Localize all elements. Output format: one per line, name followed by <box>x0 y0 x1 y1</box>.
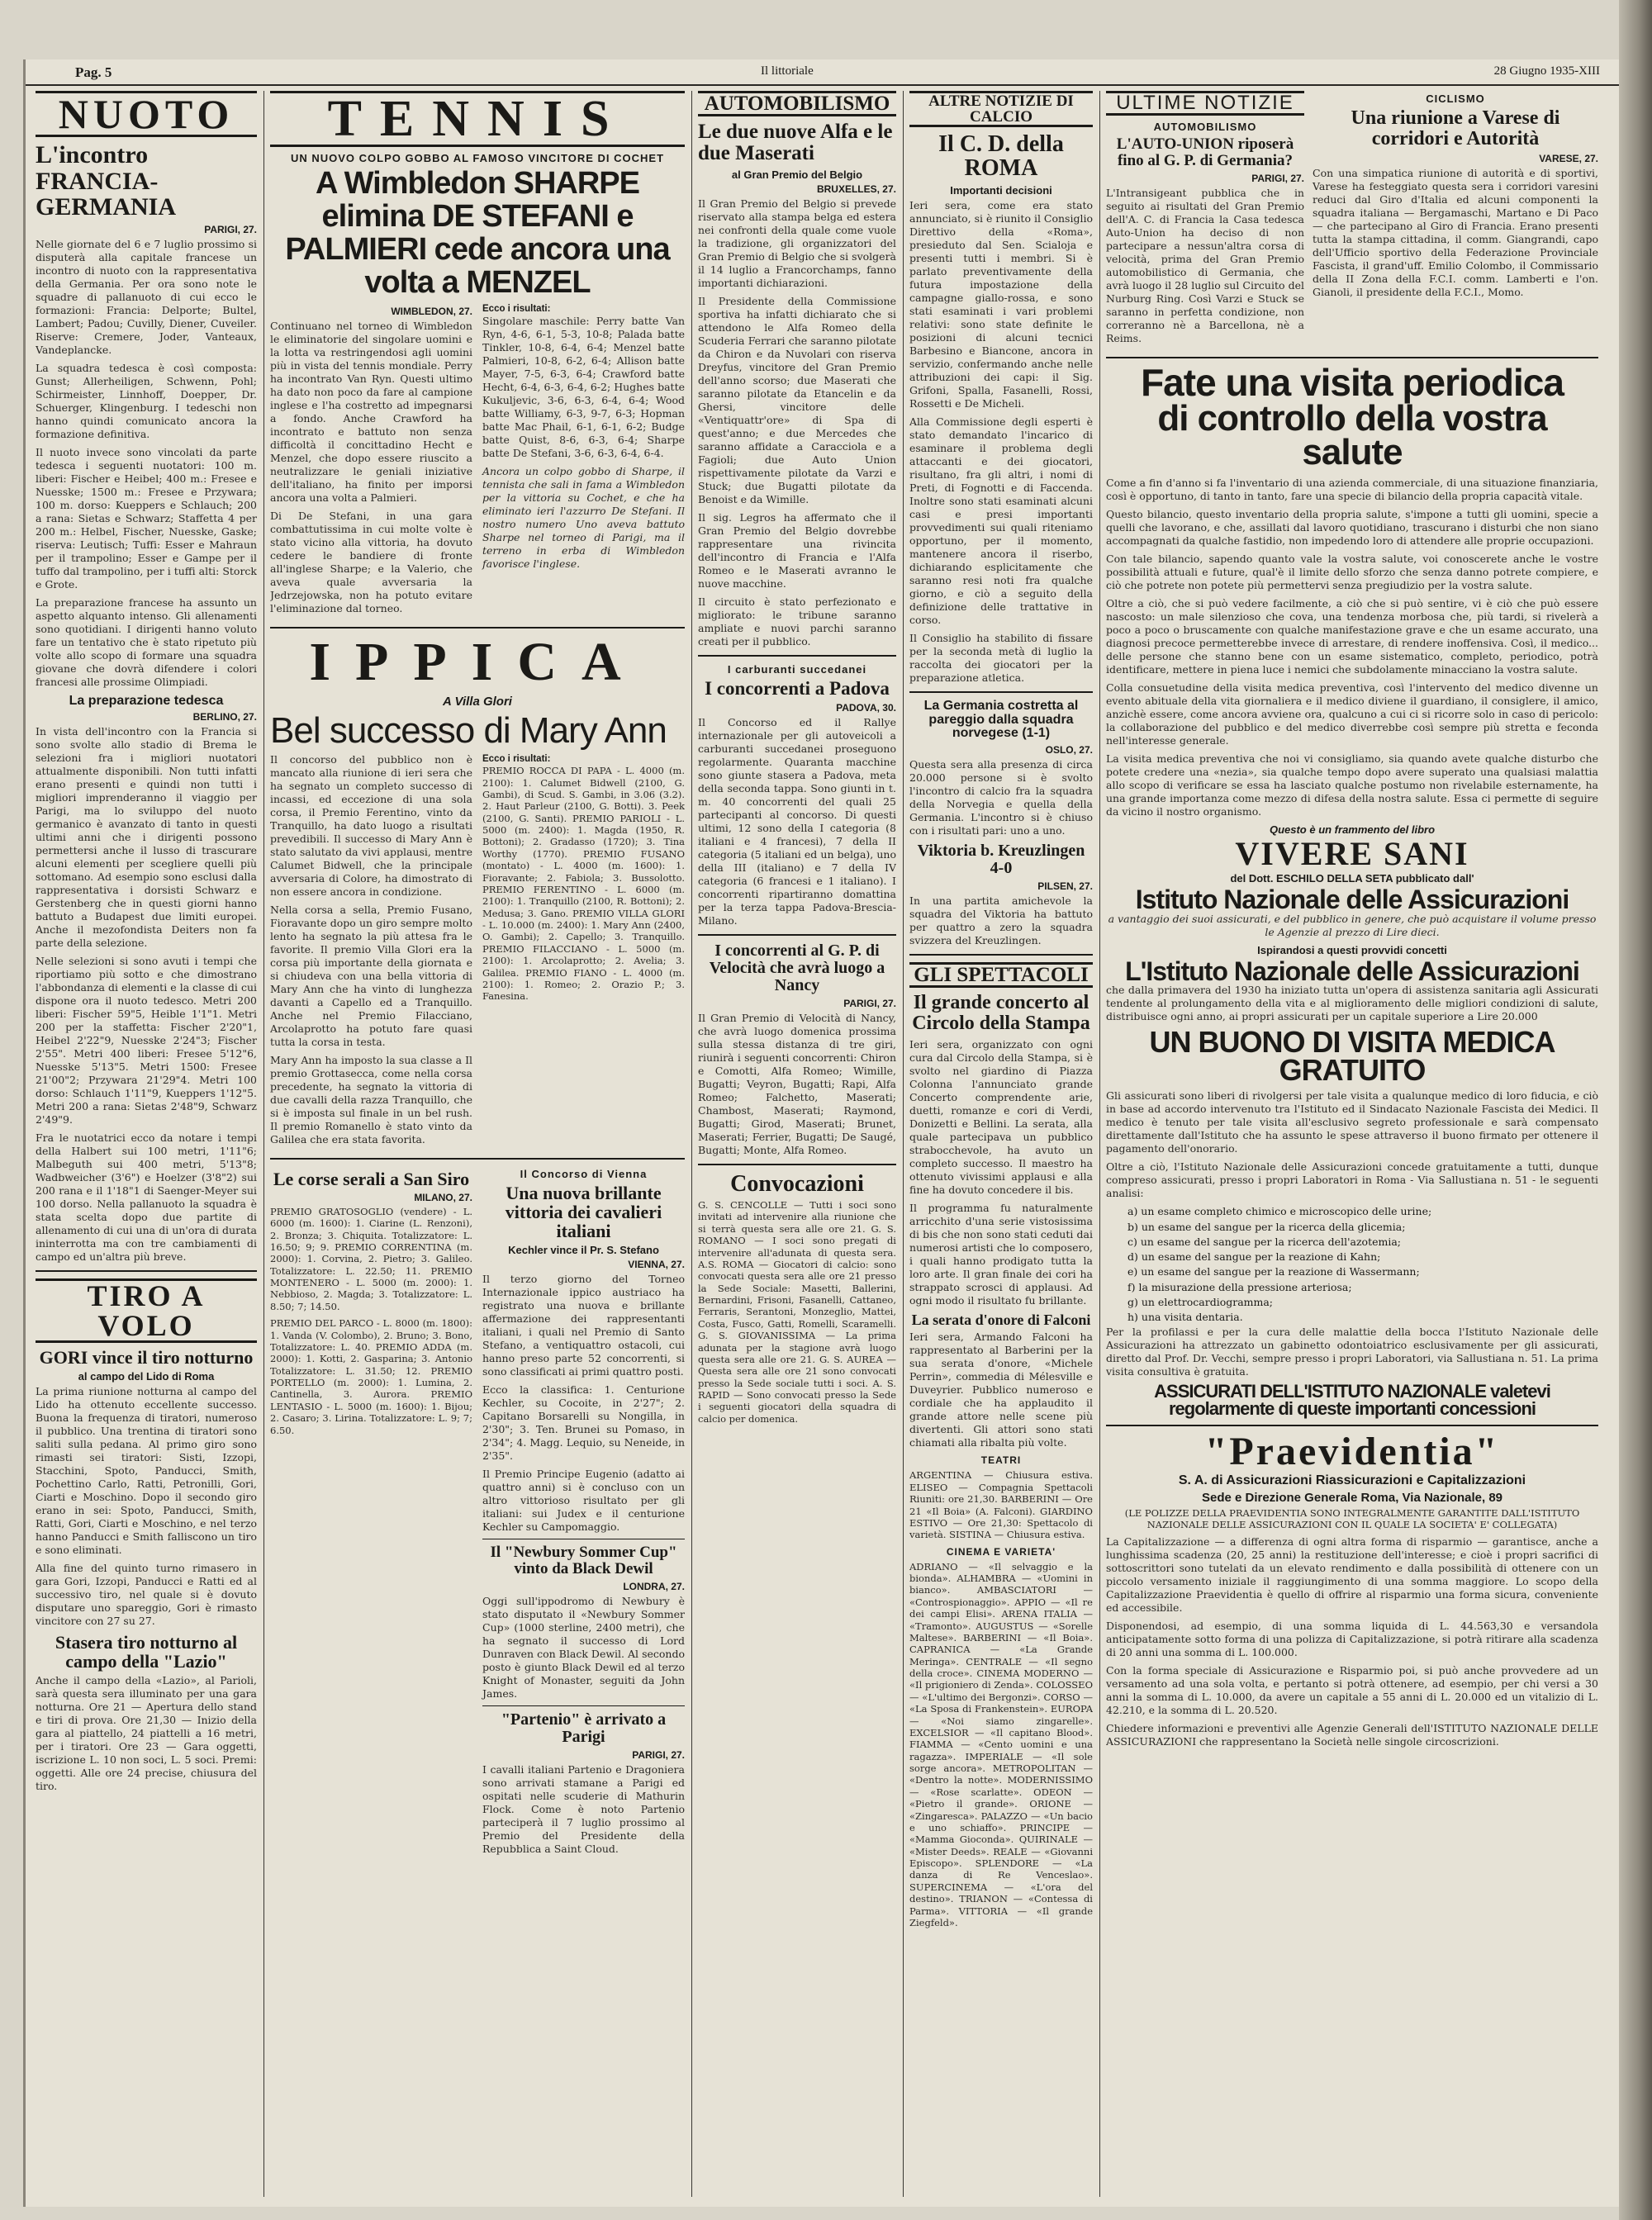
column-rule <box>691 91 692 2197</box>
article-text: Il Gran Premio di Velocità di Nancy, che avrà luogo domenica prossima sulla stessa distanza di tre giri, riunirà i seguenti concorrenti: Chiron e Comotti, Alfa Romeo; Wimille, Bugatti; Veyron, Bugatti; Rapi, Alfa Romeo; Falchetto, Maserati; Chambost, Maserati; Raymond, Bugatti; Girod, Maserati; Brunet, Maserati; Ferrier, Bugatti; De Saugé, Bugatti; Monte, Alfa Romeo. <box>698 1011 896 1156</box>
article-text: Alla fine del quinto turno rimasero in gara Gori, Izzopi, Panducci e Ratti ed al successivo tiro, nel quale si è dovuto disputare uno spareggio, Gori è rimasto vincitore con 27 su 27. <box>36 1561 257 1627</box>
advert-text: Come a fin d'anno si fa l'inventario di una azienda commerciale, di una situazione finanziaria, così è opportuno, di tanto in tanto, fare una specie di bilancio della propria capacità vitale. <box>1106 477 1598 503</box>
results-text: Singolare maschile: Perry batte Van Ryn, 4-6, 6-1, 5-3, 10-8; Palada batte Tinkler, 10-8, 6-4, 6-4; Menzel batte Palmieri, 10-8, 6-2, 6-4; Allison batte Mayer, 7-5, 6-3, 6-4; Crawford batte Hecht, 6-4, 6-3, 6-4, 6-2; Hughes batte Kukuljevic, 3-6, 6-3, 6-4, 6-4; Wood batte Williamy, 6-3, 9-7, 6-3; Hopman batte Mac Phail, 6-1, 6-1, 6-2; Budge batte Quist, 8-6, 6-3, 6-4; Sharpe batte De Stefani, 3-6, 6-3, 6-4, 6-4. <box>482 314 685 459</box>
article-text: Con una simpatica riunione di autorità e di sportivi, Varese ha festeggiato questa sera i corridori varesini reduci dal Giro d'Italia ed alcuni componenti la squadra italiana — Bergamaschi, Martano e Di Paco — che partecipano al Giro di Francia. Erano presenti tutta la stampa cittadina, il comm. Giangrandi, capo dell'Ufficio sportivo della Federazione Provinciale Fascista, il grand'uff. Emilio Colombo, il Commissario della II Zona della F.C.I. comm. Lamberti e l'on. Gianoli, il presidente della F.C.I., Momo. <box>1313 167 1598 299</box>
dateline: MILANO, 27. <box>414 1191 472 1203</box>
section-banner-spettacoli: GLI SPETTACOLI <box>909 962 1093 988</box>
headline-falconi: La serata d'onore di Falconi <box>911 1311 1091 1328</box>
advert-text: Disponendosi, ad esempio, di una somma liquida di L. 44.563,30 e versandola anticipatamente sotto forma di una polizza di Capitalizzazione, si potrà ritirare alla scadenza di 20 anni una somma di L. 100.000. <box>1106 1620 1598 1659</box>
book-title: VIVERE SANI <box>1235 835 1469 873</box>
headline-germania: La Germania costretta al pareggio dalla squadra norvegese (1-1) <box>923 698 1079 741</box>
column-ultime-advert <box>1106 91 1598 2197</box>
list-item: g) un elettrocardiogramma; <box>1127 1295 1274 1308</box>
article-text: Ieri sera, come era stato annunciato, si è riunito il Consiglio Direttivo della «Roma», presieduto dal Sen. Scialoja e presenti tutti i membri. Si è parlato preventivamente della futura impostazione della campagne giallo-rossa, e sono stati esaminati i vari problemi relativi: sono state definite le posizioni di alcuni tecnici Barbesino e Biancone, ancora in servizio, confermando anche nelle attribuzioni dei capi: il Sig. Grifoni, Spalla, Fasanelli, Rossi, Rossetti e De Micheli. <box>909 198 1093 410</box>
list-item: a) un esame completo chimico e microscopico delle urine; <box>1127 1205 1432 1218</box>
dateline: VARESE, 27. <box>1539 153 1598 165</box>
subheadline: al Gran Premio del Belgio <box>731 168 863 181</box>
list-item: e) un esame del sangue per la reazione di Wassermann; <box>1127 1265 1420 1278</box>
advert-text: che dalla primavera del 1930 ha iniziato tutta un'opera di assistenza sanitaria agli Assicurati tendente al prolungamento della vita e al miglioramento delle migliori condizioni di salute, distribuisce ogni anno, ai propri assicurati per un capitale superiore a Lire 20.000 <box>1106 983 1598 1022</box>
results-text: PREMIO ROCCA DI PAPA - L. 4000 (m. 2100): 1. Calumet Bidwell (2100, G. Gambi), di Scud. S. Gambi, in 3.06 (3.2). 2. Haut Parleur (2100, G. Botti). 3. Peek (2100, G. Santi). PREMIO PARIOLI - L. 5000 (m. 2400): 1. Magda (1950, R. Bottoni); 2. Gradasso (1720); 3. Tina Worthy (1770). PREMIO FUSANO (montato) - L. 4000 (m. 1600): 1. Fioravante; 2. Fabiola; 3. Bussolotto. PREMIO FERENTINO - L. 6000 (m. 2100): 1. Tranquillo (2100, R. Bottoni); 2. Medusa; 3. Gano. PREMIO VILLA GLORI - L. 10.000 (m. 2400): 1. Mary Ann (2400, O. Gambi); 2. Capello; 3. Tranquillo. PREMIO FILACCIANO - L. 5000 (m. 2100): 1. Arcolaprotto; 2. Avelia; 3. Galilea. PREMIO FIANO - L. 4000 (m. 2100): 1. Romeo; 2. Orazio P.; 3. Fanesina. <box>482 765 685 1003</box>
headline-partenio: "Partenio" è arrivato a Parigi <box>501 1710 667 1746</box>
listing-text: ARGENTINA — Chiusura estiva. ELISEO — Compagnia Spettacoli Riuniti: ore 21,30. BARBERINI — Ore 21 «Il Boia» (A. Falconi). GIARDINO ESTIVO — Ore 21,30: Spettacolo di varietà. SISTINA — Chiusura estiva. <box>909 1469 1093 1541</box>
headline-autounion: L'AUTO-UNION riposerà fino al G. P. di Germania? <box>1116 135 1294 169</box>
issue-date: 28 Giugno 1935-XIII <box>1493 64 1600 78</box>
advert-voucher-title: UN BUONO DI VISITA MEDICA GRATUITO <box>1149 1024 1555 1088</box>
subheadline: Importanti decisioni <box>950 183 1052 197</box>
headline-auto: Le due nuove Alfa e le due Maserati <box>698 121 893 165</box>
article-text: Ancora un colpo gobbo di Sharpe, il tennista che sali in fama a Wimbledon per la vittoria su Cochet, e che ha eliminato ieri l'azzurro De Stefani. Il nostro numero Uno aveva battuto Sharpe nel torneo di Parigi, ma il terreno in erba di Wimbledon favorisce l'inglese. <box>482 464 685 570</box>
praevidentia-title: "Praevidentia" <box>1204 1430 1500 1474</box>
article-text: Il Presidente della Commissione sportiva ha infatti dichiarato che si attendono le Alfa Romeo della Scuderia Ferrari che saranno pilotate da Chiron e da Nuvolari con riserva Dreyfus, vincitore del Gran Premio dell'anno scorso; due Maserati che saranno pilotate da Etancelin e da Ghersi, vincitore delle «Ventiquattr'ore» di Spa di quest'anno; e due Mercedes che saranno affidate a Caracciola e a Fagioli; due Auto Union rispettivamente pilotate da Varzi e Stuck; due Bugatti pilotate da Benoist e da Wimille. <box>698 294 896 505</box>
article-text: L'Intransigeant pubblica che in seguito ai risultati del Gran Premio dell'A. C. di Francia la Casa tedesca Auto-Union ha deciso di non partecipare a nessun'altra corsa di velocità, prima del Gran Premio automobilistico di Germania, che avrà luogo il 28 luglio sul Circuito del Nurburg Ring. Così Varzi e Stuck se saranno in perfetta condizione, non correranno nè a Barcellona, nè a Reims. <box>1106 186 1304 344</box>
institute-name: Istituto Nazionale delle Assicurazioni <box>1135 885 1569 915</box>
advert-text: Con tale bilancio, sapendo quanto vale la vostra salute, voi conoscerete anche le vostre possibilità attuali e future, qual'è il limite dello sforzo che senza danno potrete compiere, e ciò che potrete non potete più permettervi senza pregiudizio per la vostra salute. <box>1106 553 1598 592</box>
results-heading: Ecco i risultati: <box>482 753 551 764</box>
article-text: Anche il campo della «Lazio», al Parioli, sarà questa sera illuminato per una gara notturna. Ore 21 — Apertura dello stand e tiri di prova. Ore 21,30 — Inizio della gara al piattello, 24 piattelli a 16 metri, per i tiratori. Ore 23 — Gara oggetti, iscrizione L. 10 non soci, L. 5 soci. Premi: oggetti. Alle ore 24 precise, chiusura del tiro. <box>36 1673 257 1792</box>
advert-text: Per la profilassi e per la cura delle malattie della bocca l'Istituto Nazionale delle Assicurazioni ha attrezzato un gabinetto odontoiatrico esclusivamente per gli assicurati, diretto dal Prof. Dr. Vecchi, sempre presso i propri Laboratori, via Sallustiana n. 51. La prima visita consultiva è gratuita. <box>1106 1326 1598 1378</box>
subheadline: La preparazione tedesca <box>69 693 224 708</box>
dateline: PARIGI, 27. <box>1251 172 1304 184</box>
article-text: Il terzo giorno del Torneo Internazionale ippico austriaco ha registrato una nuova e brillante affermazione dei rappresentanti italiani, i quali nel Premio di Santo Stefano, a ventiquattro ostacoli, cui hanno preso parte 52 concorrenti, si sono classificati ai primi quattro posti. <box>482 1273 685 1378</box>
headline-nuoto: L'incontro FRANCIA-GERMANIA <box>36 141 176 221</box>
teatri-heading: TEATRI <box>980 1454 1022 1467</box>
article-text: Il nuoto invece sono vincolati da parte tedesca i seguenti nuotatori: 100 m. liberi: Fischer e Heibel; 400 m.: Fresee e Nuesske; 1500 m.: Fresee e Przywara; 100 m. dorso: Kueppers e Schlauch; 200 a rana: Sietas e Schwarz; Staffetta 4 per 200 m.: Helbel, Fischer, Nuesske, Gaske; riserva: Leutisch; Tuffi: Esser e Mahraun per il trampolino; Esser e Gampe per il tuffo dal trampolino, per i tuffi alti: Storck e Grote. <box>36 445 257 591</box>
article-text: Nelle giornate del 6 e 7 luglio prossimo si disputerà alla capitale francese un incontro di nuoto con la rappresentativa della Germania. Per ora sono note le squadre di pallanuoto di cui ecco le formazioni: Francia: Delporte; Bultel, Lambert; Padou; Cuvilly, Diener, Cuveiler. Riserve: Cremere, Joder, Vanteaux, Vandeplancke. <box>36 237 257 356</box>
kicker: AUTOMOBILISMO <box>1153 121 1257 133</box>
headline-tennis: A Wimbledon SHARPE elimina DE STEFANI e PALMIERI cede ancora una volta a MENZEL <box>285 166 670 300</box>
article-text: Questa sera alla presenza di circa 20.000 persone si è svolto l'incontro di calcio fra la squadra della Norvegia e quella della Germania. L'incontro si è chiuso con i risultati pari: uno a uno. <box>909 758 1093 837</box>
binding-spine <box>1619 0 1652 2220</box>
headline-viktoria: Viktoria b. Kreuzlingen 4-0 <box>917 842 1085 878</box>
column-automobilismo <box>698 91 896 2197</box>
headline-vienna: Una nuova brillante vittoria dei cavalieri italiani <box>505 1182 662 1241</box>
advert-subheading: ASSICURATI DELL'ISTITUTO NAZIONALE valetevi regolarmente di queste importanti concessioni <box>1154 1381 1550 1420</box>
advert-text: a vantaggio dei suoi assicurati, e del pubblico in genere, che può acquistare il volume presso le Agenzie al prezzo di Lire dieci. <box>1108 912 1597 938</box>
article-text: PREMIO GRATOSOGLIO (vendere) - L. 6000 (m. 1600): 1. Ciarine (L. Renzoni), 2. Bronza; 3. Chiquita. Totalizzatore: L. 16.50; 9; 9. PREMIO CORRENTINA (m. 2000): 1. Corvina, 2. Pietro; 3. Galileo. Totalizzatore: L. 22.50; 11. PREMIO MONTENERO - L. 5000 (m. 2000): 1. Nebbioso, 2. Magda; 3. Totalizzatore: L. 8.50; 7; 14.50. <box>270 1205 472 1312</box>
article-text: PREMIO DEL PARCO - L. 8000 (m. 1800): 1. Vanda (V. Colombo), 2. Bruno; 3. Bono, Totalizzatore: L. 40. PREMIO ADDA (m. 2000): 1. Kotti, 2. Gasparina; 3. Antonio Totalizzatore: L. 31.50; 12. PREMIO PORTELLO (m. 2000): 1. Lumina, 2. Cantinella, 3. Aurora. PREMIO LENTASIO - L. 5000 (m. 1600): 1. Bijou; 2. Casaro; 3. Lirina. Totalizzatore: L. 9; 7; 6.50. <box>270 1317 472 1436</box>
dateline: PARIGI, 27. <box>204 223 257 235</box>
article-text: G. S. CENCOLLE — Tutti i soci sono invitati ad intervenire alla riunione che si terrà questa sera alle ore 21. G. S. ROMANO — I soci sono pregati di intervenire all'adunata di questa sera. A.S. ROMA — Giocatori di calcio: sono convocati questa sera alle ore 21 presso la Sede Sociale: Masetti, Ballerini, Bernardini, Frisoni, Fasanelli, Cattaneo, Ferraris, Serantoni, Monzeglio, Mattei, Costa, Fusco, Gatti, Romelli, Scaramelli. G. S. GIOVANISSIMA — La prima adunata per la stagione avrà luogo questa sera alle ore 21. G. S. AUREA — Questa sera alle ore 21 sono convocati presso la Sede sociale tutti i soci. A. S. RAPID — Sono convocati presso la Sede i seguenti giocatori della squadra di calcio per domenica. <box>698 1199 896 1425</box>
article-text: La prima riunione notturna al campo del Lido ha ottenuto eccellente successo. Buona la frequenza di tiratori, numeroso il pubblico. Una trentina di tiratori sono saliti sulla pedana. Al primo giro sono rimasti sei tiratori: Sisti, Izzopi, Stacchini, Spoto, Panducci, Smith, Pochettino Carlo, Ratti, Petronilli, Gori, Ciarti e Moschino. Dopo il secondo giro erano in sei: Spoto, Panducci, Smith, Ratti, Gori, Ciarti e Moschino, e nel terzo hanno Panducci e Smith falliscono un tiro e sono eliminati. <box>36 1384 257 1556</box>
analisi-list <box>1106 1205 1598 1324</box>
dateline: PADOVA, 30. <box>836 701 896 714</box>
results-heading: Ecco i risultati: <box>482 303 551 314</box>
advert-text: La visita medica preventiva che noi vi consigliamo, sia quando avete qualche disturbo che potete credere una «nezia», sia qualche tempo dopo avere superato una qualsiasi malattia allo scopo di verificare se essa ha lasciato qualche postumo non rivelabile esternamente, ha una grande importanza come mezzo di difesa della nostra salute. Essa ci permette di seguire da vicino il nostro organismo. <box>1106 752 1598 818</box>
list-item: d) un esame del sangue per la reazione di Kahn; <box>1127 1250 1381 1264</box>
advert-title: Fate una visita periodica <box>1141 360 1564 404</box>
section-banner-nuoto: NUOTO <box>36 91 257 137</box>
article-text: Fra le nuotatrici ecco da notare i tempi della Halbert sui 100 metri, 1'11"6; Malbeguth sui 400 metri, 5'13"8; Wadbweicher (3'6") e Hoelzer (3'8"2) sui 200 rana e il 1'18"1 di Saenger-Meyer sui 100 dorso. Nella pallanuoto la squadra è stata scelta dopo due partite di allenamento di cui una di un'ora di durata ininterrotta ma con tre cambiamenti di campo ed un'altra più breve. <box>36 1131 257 1263</box>
kicker: I carburanti succedanei <box>727 662 867 676</box>
kicker: UN NUOVO COLPO GOBBO AL FAMOSO VINCITORE DI COCHET <box>290 152 665 164</box>
newspaper-name: Il littoriale <box>761 64 814 78</box>
article-text: Il Concorso ed il Rallye internazionale per gli autoveicoli a carburanti succedanei proseguono regolarmente. Quaranta macchine sono giunte stasera a Padova, meta della seconda tappa. Sono giunti in t. m. 40 concorrenti del quali 25 partecipanti al concorso. Di questi ultimi, 12 sono della I categoria (8 italiani e 4 francesi), 7 della II categoria (5 italiani ed un belga), uno della III (italiano) e 7 della IV categoria (6 francesi e 1 italiano). I concorrenti ripartiranno domattina per la terza tappa Padova-Brescia-Milano. <box>698 715 896 927</box>
headline-stasera: Stasera tiro notturno al campo della "Lazio" <box>55 1631 238 1672</box>
article-text: Il sig. Legros ha affermato che il Gran Premio del Belgio dovrebbe rappresentare una rivincita dell'incontro di Francia e l'Alfa Romeo e le Maserati avranno le nuove macchine. <box>698 510 896 590</box>
article-text: Oggi sull'ippodromo di Newbury è stato disputato il «Newbury Sommer Cup» (1000 sterline, 2400 metri), che ha segnato il successo di Lord Dunraven con Black Dewil. Al secondo posto è giunto Black Dewil ed al terzo Knight of Monaster, seguiti da John James. <box>482 1594 685 1700</box>
article-text: Ieri sera, Armando Falconi ha rappresentato al Barberini per la sua serata d'onore, «Michele Perrin», commedia di Mélesville e Duveyrier. Pubblico numeroso e cordiale che ha applaudito il grande attore nelle scene più divertenti. Gli attori sono stati chiamati alla ribalta più volte. <box>909 1331 1093 1449</box>
page-header-bar <box>26 59 1633 86</box>
article-text: La preparazione francese ha assunto un aspetto alquanto intenso. Gli allenamenti sono quotidiani. I dirigenti hanno voluto fare un tentativo che è stato ripetuto più volte allo scopo di formare una squadra giovane che dovrà difendere i colori francesi alle prossime Olimpiadi. <box>36 595 257 688</box>
column-nuoto-tiro <box>36 91 257 2197</box>
column-tennis-ippica <box>270 91 685 2197</box>
headline-concerto: Il grande concerto al Circolo della Stampa <box>912 992 1090 1035</box>
column-calcio-spettacoli <box>909 91 1093 2197</box>
section-banner-ippica: IPPICA <box>309 631 646 692</box>
list-item: b) un esame del sangue per la ricerca della glicemia; <box>1127 1220 1406 1233</box>
headline-carburanti: I concorrenti a Padova <box>705 677 890 699</box>
institute-name: L'Istituto Nazionale delle Assicurazioni <box>1125 956 1579 986</box>
advert-text: Con la forma speciale di Assicurazione e Risparmio poi, si può anche provvedere ad un versamento ad una sola volta, e pertanto si potrà ottenere, ad esempio, per chi versi a 30 anni la somma di L. 10.000, da avere un capitale a 55 anni di L. 20.000 ed un vitalizio di L. 42.210, e la somma di L. 20.520. <box>1106 1664 1598 1717</box>
article-text: Il circuito è stato perfezionato e migliorato: le tribune saranno ampliate e nuovi parchi saranno creati per il pubblico. <box>698 595 896 648</box>
book-author: del Dott. ESCHILO DELLA SETA pubblicato dall' <box>1230 872 1474 885</box>
section-banner-ultime: ULTIME NOTIZIE <box>1106 91 1304 116</box>
kicker: CICLISMO <box>1426 92 1485 105</box>
dateline: LONDRA, 27. <box>623 1580 685 1592</box>
subheadline: Kechler vince il Pr. S. Stefano <box>508 1244 659 1257</box>
advert-text: Chiedere informazioni e preventivi alle Agenzie Generali dell'ISTITUTO NAZIONALE DELLE ASSICURAZIONI che rappresentano la Società nelle singole circoscrizioni. <box>1106 1722 1598 1748</box>
page-number: Pag. 5 <box>75 64 112 80</box>
section-banner-calcio: ALTRE NOTIZIE DI CALCIO <box>909 91 1093 127</box>
headline-nancy: I concorrenti al G. P. di Velocità che avrà luogo a Nancy <box>709 941 885 994</box>
dateline: PARIGI, 27. <box>843 997 896 1009</box>
article-text: Il concorso del pubblico non è mancato alla riunione di ieri sera che ha segnato un completo successo di incassi, ed eccezione di una sola corsa, il Premio Ferentino, vinto da Tranquillo, ha dato luogo a risultati prevedibili. Il successo di Mary Ann è stato salutato da vivi applausi, mentre Calumet Bidwell, che la principale avversaria di Colore, ha dimostrato di non essere ancora in condizione. <box>270 752 472 898</box>
article-text: Mary Ann ha imposto la sua classe a Il premio Grottasecca, come nella corsa precedente, ha segnato la vittoria di due cavalli della razza Tranquillo, che si è imposta sul finale in un bel rush. Il premio Romanello è stato vinto da Galilea che era stata favorita. <box>270 1053 472 1146</box>
dateline: PARIGI, 27. <box>632 1748 685 1761</box>
advert-title: di controllo della vostra salute <box>1157 397 1547 473</box>
article-text: Ecco la classifica: 1. Centurione Kechler, su Cocoite, in 2'27"; 2. Capitano Borsarelli su Nongilla, in 2'30"; 3. Ten. Brunei su Pomaso, in 2'34"; 4. Magg. Lequio, su Neneide, in 2'35". <box>482 1383 685 1463</box>
list-item: f) la misurazione della pressione arteriosa; <box>1127 1280 1352 1293</box>
subheadline: al campo del Lido di Roma <box>78 1369 215 1383</box>
dateline: BRUXELLES, 27. <box>816 183 896 195</box>
headline-varese: Una riunione a Varese di corridori e Autorità <box>1351 107 1560 150</box>
advert-text: Oltre a ciò, l'Istituto Nazionale delle Assicurazioni concede gratuitamente a tutti, dunque compreso assicurati, presso i propri Laboratori in Roma - Via Sallustiana n. 51 - le seguenti analisi: <box>1106 1160 1598 1200</box>
article-text: Il Premio Principe Eugenio (adatto ai quattro anni) si è concluso con un altro vittorioso risultato per gli italiani: sui Judex e il centurione Kechler su Campomaggio. <box>482 1468 685 1534</box>
book-note: Questo è un frammento del libro <box>1269 823 1436 837</box>
column-rule <box>903 91 904 2197</box>
column-rule <box>1099 91 1100 2197</box>
advert-text: La Capitalizzazione — a differenza di ogni altra forma di risparmio — garantisce, anche a lunghissima scadenza (20, 25 anni) la restituzione dell'interesse; e cioè i propri sacrifici di sottoscrittori sono tutelati da un elevato rendimento e dalla possibilità di ottenere con un piccolo versamento iniziale il raggiungimento di una somma maggiore. Lo scopo della Capitalizzazione Praevidentia è quello di offrire al risparmio una forma sicura, conveniente ed accessibile. <box>1106 1535 1598 1615</box>
list-item: c) un esame del sangue per la ricerca dell'azotemia; <box>1127 1235 1401 1248</box>
article-text: Nelle selezioni si sono avuti i tempi che riportiamo più sotto e che dimostrano l'abbondanza di elementi e la classe di cui dispone ora il nuoto tedesco. Metri 200 liberi: Fischer 59"5, Heible 1'1"1. Metri 200 per la staffetta: Fischer 2'20"1, Heibel 2'22"9, Nuesske 2'24"3; Fischer 2'55". Metri 400 liberi: Fresee 5'12"6, Nuesske 5'13"5. Metri 1500: Fresee 21'00"2; Przywara 21'29"4. Metri 100 dorso: Schlauch 1'11"9, Kueppers 1'12"5. Metri 200 a rana: Sietas 2'48"9, Schwarz 2'49"9. <box>36 954 257 1126</box>
advert-text: Gli assicurati sono liberi di rivolgersi per tale visita a qualunque medico di loro fiducia, e ciò in base ad accordo intervenuto tra l'Istituto ed il Sindacato Nazionale Fascista dei Medici. Il medico è tenuto per tale visita all'esclusivo segreto professionale e sarà compensato direttamente dall'Istituto che ha assunto le spese attraverso il buono firmato per ottenere il pagamento dell'onorario. <box>1106 1089 1598 1155</box>
headline-sansiro: Le corse serali a San Siro <box>273 1168 470 1189</box>
headline-tiro: GORI vince il tiro notturno <box>39 1346 254 1368</box>
subheadline: A Villa Glori <box>443 694 512 709</box>
article-text: Il Consiglio ha stabilito di fissare per la seconda metà di luglio la raccolta dei giocatori per la preparazione atletica. <box>909 631 1093 684</box>
kicker: Il Concorso di Vienna <box>520 1167 648 1180</box>
dateline: WIMBLEDON, 27. <box>391 305 472 317</box>
praevidentia-subtitle: S. A. di Assicurazioni Riassicurazioni e Capitalizzazioni <box>1178 1473 1526 1487</box>
advert-text: Colla consuetudine della visita medica preventiva, così l'intervento del medico divenne un evento abituale della vita giornaliera e il medico diviene il guardiano, il consiglere, il amico, anzichè essere, come ancora avviene ora, qualcuno a cui ci si ricorre solo in caso di pericolo: la collaborazione del pubblico e del medico diverrebbe così sempre più stretta e feconda nell'interesse generale. <box>1106 681 1598 747</box>
article-text: In una partita amichevole la squadra del Viktoria ha battuto per quattro a zero la squadra svizzera del Kreuzlingen. <box>909 894 1093 947</box>
section-banner-tiro: TIRO A VOLO <box>36 1278 257 1343</box>
article-text: Di De Stefani, in una gara combattutissima in cui molte volte è stato vicino alla vittoria, ha dovuto cedere le bandiere di fronte all'inglese Sharpe; e la Valerio, che aveva quale avversaria la Jedrzejowska, non ha potuto evitare l'eliminazione dal torneo. <box>270 509 472 614</box>
list-item: h) una visita dentaria. <box>1127 1311 1243 1324</box>
article-text: Continuano nel torneo di Wimbledon le eliminatorie del singolare uomini e la lotta va restringendosi agli uomini più in vista del tennis mondiale. Perry ha incontrato Van Ryn. Questi ultimo ha dato non poco da fare al campione inglese e l'ha costretto ad impegnarsi a fondo. Anche Crawford ha incontrato e battuto non senza difficoltà il concittadino Hecht e Menzel, che dopo essere riuscito a neutralizzare le geniali iniziative dell'italiano, ha finito per imporsi ancora una volta a Palmieri. <box>270 319 472 504</box>
article-text: Il programma fu naturalmente arricchito d'una serie vistosissima di bis che non sono stati ceduti dai numerosi artisti che lo composero, i quali hanno prodigato tutta la loro arte. Il gran finale dei cori ha strappato scrosci di applausi. Ad ogni modo il risultato fu brillante. <box>909 1201 1093 1307</box>
headline-calcio: Il C. D. della ROMA <box>938 131 1064 182</box>
dateline: OSLO, 27. <box>1045 744 1093 757</box>
section-banner-tennis: TENNIS <box>270 91 685 147</box>
advert-text: (LE POLIZZE DELLA PRAEVIDENTIA SONO INTEGRALMENTE GARANTITE DALL'ISTITUTO NAZIONALE DELLE ASSICURAZIONI CON IL QUALE LA SOCIETA' E' COLLEGATA) <box>1124 1506 1580 1531</box>
article-text: Ieri sera, organizzato con ogni cura dal Circolo della Stampa, si è svolto nel giardino di Piazza Colonna l'annunciato grande Concerto comprendente arie, duetti, romanze e cori di Verdi, Donizetti e Bellini. La serata, alla quale partecipava un pubblico strabocchevole, ha avuto un completo successo. Il maestro ha ottenuto vivissimi applausi e alla fine ha dovuto concedere il bis. <box>909 1037 1093 1196</box>
article-text: La squadra tedesca è così composta: Gunst; Allerheiligen, Schwenn, Pohl; Schirmeister, Linnhoff, Doepper, Dr. Schuerger, Klingenburg. I tedeschi non hanno quindi comunicato ancora la formazione definitiva. <box>36 361 257 440</box>
advert-text: Oltre a ciò, che si può vedere facilmente, a ciò che si può sentire, vi è ciò che può essere nascosto: un male silenzioso che cova, una tendenza morbosa che, più tardi, si rivelerà a poco a poco o bruscamente con qualche manifestazione grave e che un esame accurato, una diagnosi precoce permetterebbe invece di arrestare, di rendere inoffensiva. Così, il medico... delle persone che stanno bene con un esame sistematico, completo, periodico, potrà identificare, mettere in piena luce i nemici che subdolamente minacciano la vostra salute. <box>1106 597 1598 676</box>
newspaper-page <box>23 59 1633 2207</box>
article-text: Nella corsa a sella, Premio Fusano, Fioravante dopo un giro sempre molto lento ha segnato la più attesa fra le favorite. Il premio Villa Glori era la corsa più importante della giornata e si chiudeva con una bella vittoria di Mary Ann che ha vinto di lunghezza davanti a Capello ed a Tranquillo. Anche nel Premio Filacciano, Arcolaprotto ha potuto fare quasi tutta la corsa in testa. <box>270 903 472 1048</box>
article-text: Il Gran Premio del Belgio si prevede riservato alla stampa belga ed estera nei confronti della quale come vuole la tradizione, gli organizzatori del Gran Premio di Belgio che si svolgerà il 14 luglio a Francorchamps, fanno importanti dichiarazioni. <box>698 197 896 289</box>
headline-ippica: Bel successo di Mary Ann <box>270 709 667 751</box>
headline-convocazioni: Convocazioni <box>730 1170 864 1197</box>
article-text: In vista dell'incontro con la Francia si sono svolte allo stadio di Brema le selezioni fra i migliori nuotatori attualmente disponibili. Non tutti infatti erano presenti e quindi non tutti i migliori imprenderanno il viaggio per Parigi, ma lo sviluppo del nuoto germanico è avanzato di tanto in questi ultimi anni che i dirigenti possono permettersi anche il lusso di trascurare alcuni elementi per scegliere quelli più sottomano. Ad esempio sono esclusi dalla rappresentativa i dorsisti Schwarz e Gerstenberg che in questi giorni hanno battuto a Budapest due limiti europei. Anche il mezofondista Deiters non fa parte della selezione. <box>36 724 257 949</box>
section-banner-auto: AUTOMOBILISMO <box>698 91 896 116</box>
advert-subheading: Ispirandosi a questi provvidi concetti <box>1257 943 1447 956</box>
praevidentia-address: Sede e Direzione Generale Roma, Via Nazionale, 89 <box>1201 1490 1503 1505</box>
dateline: PILSEN, 27. <box>1037 880 1093 893</box>
article-text: Alla Commissione degli esperti è stato demandato l'incarico di esaminare il problema degli attaccanti e dei giocatori, risultano, fra gli altri, i nomi di Preti, di Fognotti e di Faccenda. Inoltre sono stati esaminati alcuni casi e presi importanti provvedimenti sui quali riteniamo opportuno, per il momento, mantenere ancora il riserbo, dichiarando esplicitamente che saranno resi noti fra qualche giorno, e ciò a seguito della definizione delle trattative in corso. <box>909 415 1093 626</box>
column-rule <box>263 91 264 2197</box>
dateline: BERLINO, 27. <box>192 710 257 723</box>
advert-text: Questo bilancio, questo inventario della propria salute, s'impone a tutti gli uomini, specie a quelli che lavorano, e che, assillati dal lavoro quotidiano, trascurano i disturbi che non siano accompagnati da qualche fastidio, non impedendo loro di attendere alle proprie occupazioni. <box>1106 508 1598 548</box>
article-text: I cavalli italiani Partenio e Dragoniera sono arrivati stamane a Parigi ed ospitati nelle scuderie di Mathurin Flock. Come è noto Partenio parteciperà il 7 luglio prossimo al Premio del Presidente della Repubblica a Saint Cloud. <box>482 1762 685 1855</box>
headline-newbury: Il "Newbury Sommer Cup" vinto da Black Dewil <box>490 1544 677 1577</box>
cinema-heading: CINEMA E VARIETA' <box>946 1545 1056 1558</box>
listing-text: ADRIANO — «Il selvaggio e la bionda». ALHAMBRA — «Uomini in bianco». AMBASCIATORI — «Controspionaggio». APPIO — «Il re dei campi Elisi». ARENA ITALIA — «Tramonto». AUGUSTUS — «Sorelle Maltese». BARBERINI — «Il Boia». CAPRANICA — «La Grande Meringa». CENTRALE — «Il segno della croce». CINEMA MODERNO — «Il prigioniero di Zenda». COLOSSEO — «L'ultimo dei Bergonzi». CORSO — «La Sposa di Frankenstein». EUROPA — «Noi siamo zingarelle». EXCELSIOR — «Il capitano Blood». FIAMMA — «Cento uomini e una ragazza». IMPERIALE — «Il sole sorge ancora». METROPOLITAN — «Dentro la notte». MODERNISSIMO — «Rose scarlatte». ODEON — «Pietro il grande». ORIONE — «Zingaresca». PALAZZO — «Un bacio e uno schiaffo». PRINCIPE — «Mamma Gioconda». QUIRINALE — «Mister Deeds». REALE — «Giovanni Episcopo». SPLENDORE — «La danza di Re Venceslao». SUPERCINEMA — «L'ora del destino». TRIANON — «Contessa di Parma». VITTORIA — «Il grande Ziegfeld». <box>909 1560 1093 1928</box>
dateline: VIENNA, 27. <box>628 1259 685 1271</box>
